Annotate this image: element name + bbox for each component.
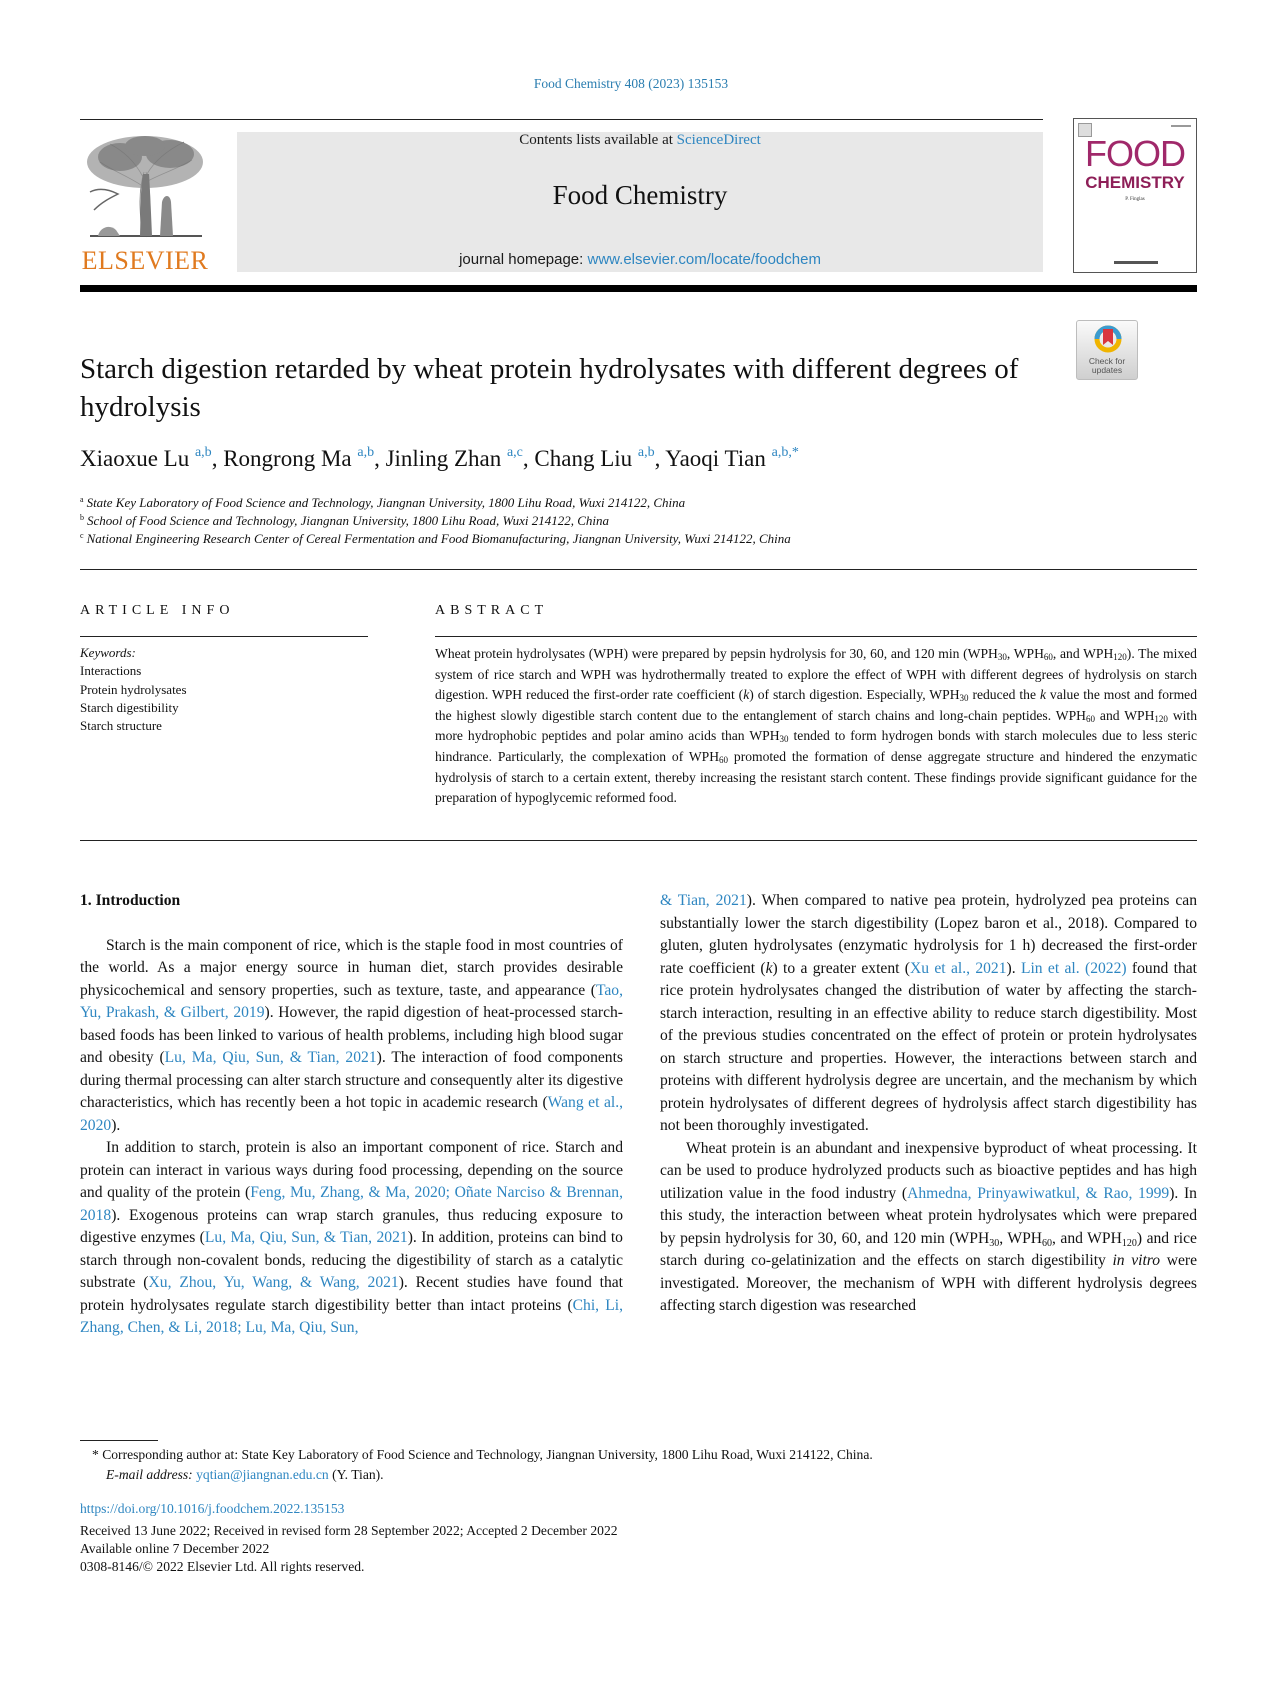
paragraph: Wheat protein is an abundant and inexpensive byproduct of wheat processing. It can be used to produce hydrolyzed products such as bioactive peptides and has high utilization value in the food industry (Ahmedna, Prinyawiwatkul, & Rao, 1999). In this study, the interaction between wheat protein hydrolysates which were prepared by pepsin hydrolysis for 30, 60, and 120 $\min (WPH_{30}$, $WPH_{60}$, and $WPH_{120}$) and rice starch during co-gelatinization and the effects on starch digestibility in vitro were investigated. Moreover, the mechanism of WPH with different hydrolysis degrees affecting starch digestion was researched — [660, 1139, 1197, 1314]
publication-info — [80, 1500, 1197, 1576]
affiliation-item: $^b$ School of Food Science and Technology, Jiangnan University, 1800 Lihu Road, Wuxi 214122, China — [80, 513, 609, 528]
footnotes — [80, 1445, 1197, 1485]
citation-link[interactable]: Tao, Yu, Prakash, & Gilbert, 2019 — [80, 981, 623, 1021]
body-column-right — [660, 890, 1197, 1318]
running-header[interactable]: Food Chemistry 408 (2023) 135153 — [533, 76, 729, 91]
doi-link[interactable]: https://doi.org/10.1016/j.foodchem.2022.135153 — [80, 1501, 345, 1516]
citation-link[interactable]: Lin et al. (2022) — [1020, 959, 1127, 977]
elsevier-tree-icon — [80, 132, 210, 242]
elsevier-wordmark: ELSEVIER — [81, 246, 209, 275]
elsevier-logo[interactable] — [80, 132, 210, 277]
paragraph: Starch is the main component of rice, which is the staple food in most countries of the world. As a major energy source in human diet, starch provides desirable physicochemical and sensory properties, such as texture, taste, and appearance (Tao, Yu, Prakash, & Gilbert, 2019). However, the rapid digestion of heat-processed starch-based foods has been linked to various of health problems, including high blood sugar and obesity (Lu, Ma, Qiu, Sun, & Tian, 2021). The interaction of food components during thermal processing can alter starch structure and consequently alter its digestive characteristics, which has recently been a hot topic in academic research (Wang et al., 2020). — [80, 936, 623, 1134]
citation-link[interactable]: Xu et al., 2021 — [909, 959, 1007, 977]
citation-link[interactable]: Lu, Ma, Qiu, Sun, & Tian, 2021 — [164, 1049, 377, 1066]
author-name[interactable]: Chang Liu — [534, 446, 633, 471]
keyword-item: Starch digestibility — [80, 699, 179, 715]
affiliations — [80, 494, 1180, 548]
author-name[interactable]: Xiaoxue Lu — [80, 446, 190, 471]
author-name[interactable]: Rongrong Ma — [223, 446, 352, 471]
cover-title-chemistry: CHEMISTRY — [1085, 173, 1185, 192]
homepage-prefix: journal homepage: — [459, 251, 588, 268]
contents-available-line — [237, 132, 1043, 149]
citation-link[interactable]: Wang et al., 2020 — [80, 1094, 623, 1134]
corresponding-author-note: * Corresponding author at: State Key Laboratory of Food Science and Technology, Jiangnan University, 1800 Lihu Road, Wuxi 214122, China. — [92, 1447, 873, 1462]
cover-title-food: FOOD — [1085, 133, 1185, 174]
author-affiliation-marks[interactable]: a,b,* — [771, 445, 799, 460]
email-note: E-mail address: yqtian@jiangnan.edu.cn (Y. Tian). — [106, 1467, 384, 1482]
section-heading-introduction: 1. Introduction — [80, 892, 181, 909]
citation-link[interactable]: Ahmedna, Prinyawiwatkul, & Rao, 1999 — [907, 1184, 1170, 1202]
cover-issn-mark — [1171, 125, 1191, 127]
available-online: Available online 7 December 2022 — [80, 1541, 270, 1556]
email-link[interactable]: yqtian@jiangnan.edu.cn — [196, 1467, 329, 1482]
citation-link[interactable]: Lu, Ma, Qiu, Sun, & Tian, 2021 — [204, 1229, 408, 1246]
body-column-left — [80, 890, 623, 1340]
affiliation-item: $^a$ State Key Laboratory of Food Science and Technology, Jiangnan University, 1800 Lihu Road, Wuxi 214122, China — [80, 495, 686, 510]
citation-link[interactable]: Chi, Li, Zhang, Chen, & Li, 2018; Lu, Ma, Qiu, Sun, — [80, 1296, 623, 1336]
journal-banner — [237, 132, 1043, 272]
journal-homepage-link[interactable]: www.elsevier.com/locate/foodchem — [587, 251, 821, 268]
citation-link[interactable]: Feng, Mu, Zhang, & Ma, 2020; Oñate Narciso & Brennan, 2018 — [80, 1184, 623, 1224]
divider — [435, 636, 1197, 637]
received-dates: Received 13 June 2022; Received in revised form 28 September 2022; Accepted 2 December 2022 — [80, 1523, 618, 1538]
divider — [80, 636, 368, 637]
author-affiliation-marks[interactable]: a,b — [357, 445, 375, 460]
author-affiliation-marks[interactable]: a,b — [637, 445, 655, 460]
citation-link[interactable]: Xu, Zhou, Yu, Wang, & Wang, 2021 — [148, 1274, 399, 1291]
copyright: 0308-8146/© 2022 Elsevier Ltd. All rights reserved. — [80, 1559, 365, 1574]
paragraph: In addition to starch, protein is also an important component of rice. Starch and protein can interact in various ways during food processing, depending on the source and quality of the protein (Feng, Mu, Zhang, & Ma, 2020; Oñate Narciso & Brennan, 2018). Exogenous proteins can wrap starch granules, thus reducing exposure to digestive enzymes (Lu, Ma, Qiu, Sun, & Tian, 2021). In addition, proteins can bind to starch through non-covalent bonds, reducing the digestibility of starch as a catalytic substrate (Xu, Zhou, Yu, Wang, & Wang, 2021). Recent studies have found that protein hydrolysates regulate starch digestibility better than intact proteins (Chi, Li, Zhang, Chen, & Li, 2018; Lu, Ma, Qiu, Sun, — [80, 1139, 624, 1336]
keyword-item: Protein hydrolysates — [80, 681, 187, 697]
affiliation-item: $^c$ National Engineering Research Center of Cereal Fermentation and Food Biomanufacturing, Jiangnan University, Wuxi 214122, China — [80, 531, 791, 546]
keyword-item: Interactions — [80, 663, 142, 679]
author-affiliation-marks[interactable]: a,c — [506, 445, 523, 460]
journal-cover-thumbnail[interactable] — [1073, 118, 1197, 273]
check-for-updates-button[interactable] — [1076, 320, 1138, 380]
journal-homepage-line — [237, 251, 1043, 268]
article-title: Starch digestion retarded by wheat protein hydrolysates with different degrees of hydrolysis — [80, 353, 1019, 423]
keywords-label: Keywords: — [80, 645, 136, 660]
footnote-divider — [80, 1440, 158, 1441]
journal-name: Food Chemistry — [552, 180, 728, 210]
header-thick-rule — [80, 285, 1197, 292]
cover-footer-mark — [1114, 261, 1158, 264]
author-affiliation-marks[interactable]: a,b — [194, 445, 212, 460]
article-info-heading: ARTICLE INFO — [80, 603, 235, 618]
check-for-updates-icon — [1094, 325, 1122, 355]
keyword-item: Starch structure — [80, 718, 162, 734]
author-name[interactable]: Jinling Zhan — [385, 446, 502, 471]
check-for-updates-label: Check for updates — [1088, 356, 1126, 375]
paragraph-continued: & Tian, 2021). When compared to native pea protein, hydrolyzed pea proteins can substantially lower the starch digestibility (Lopez baron et al., 2018). Compared to gluten, gluten hydrolysates (enzymatic hydrolysis for 1 h) decreased the first-order rate coefficient (k) to a greater extent (Xu et al., 2021). Lin et al. (2022) found that rice protein hydrolysates changed the distribution of water by affecting the starch-starch interaction, resulting in an effective ability to reduce starch digestibility. Most of the previous studies concentrated on the effect of protein or protein hydrolysates on starch structure and properties. However, the interactions between starch and proteins with different hydrolysis degree are uncertain, and the mechanism by which protein hydrolysates of different degrees of hydrolysis affect starch digestibility has not been thoroughly investigated. — [660, 892, 1197, 1134]
author-name[interactable]: Yaoqi Tian — [665, 446, 766, 471]
abstract-text: Wheat protein hydrolysates (WPH) were prepared by pepsin hydrolysis for 30, 60, and 120 $\min (WPH_{30}$, $WPH_{60}$, and $WPH_{120}$). The mixed system of rice starch and WPH was hydrothermally treated to explore the effect of WPH with different degrees of hydrolysis on starch digestion. WPH reduced the first-order rate coefficient (k) of starch digestion. Especially, $WPH_{30}$ reduced the k value the most and formed the highest slowly digestible starch content due to the entanglement of starch chains and long-chain peptides. $WPH_{60}$ and $WPH_{120}$ with more hydrophobic peptides and polar amino acids than $WPH_{30}$ tended to form hydrogen bonds with starch molecules due to less steric hindrance. Particularly, the complexation of $WPH_{60}$ promoted the formation of dense aggregate structure and hindered the enzymatic hydrolysis of starch to a certain extent, thereby increasing the resistant starch content. These findings provide significant guidance for the preparation of hypoglycemic reformed food. — [435, 646, 1198, 806]
abstract-heading: ABSTRACT — [435, 603, 549, 618]
contents-prefix: Contents lists available at — [519, 132, 677, 148]
keywords-block — [80, 644, 187, 735]
citation-link[interactable]: & Tian, 2021 — [660, 892, 747, 909]
header-top-rule — [80, 119, 1043, 120]
divider — [80, 569, 1197, 570]
author-list: Xiaoxue Lu $^{a,b}$, Rongrong Ma $^{a,b}$, Jinling Zhan $^{a,c}$, Chang Liu $^{a,b}$, Yaoqi Tian $^{a,b,*}$ — [80, 445, 799, 471]
divider — [80, 840, 1197, 841]
cover-editor: P. Finglas — [1125, 197, 1145, 202]
sciencedirect-link[interactable]: ScienceDirect — [676, 132, 761, 148]
